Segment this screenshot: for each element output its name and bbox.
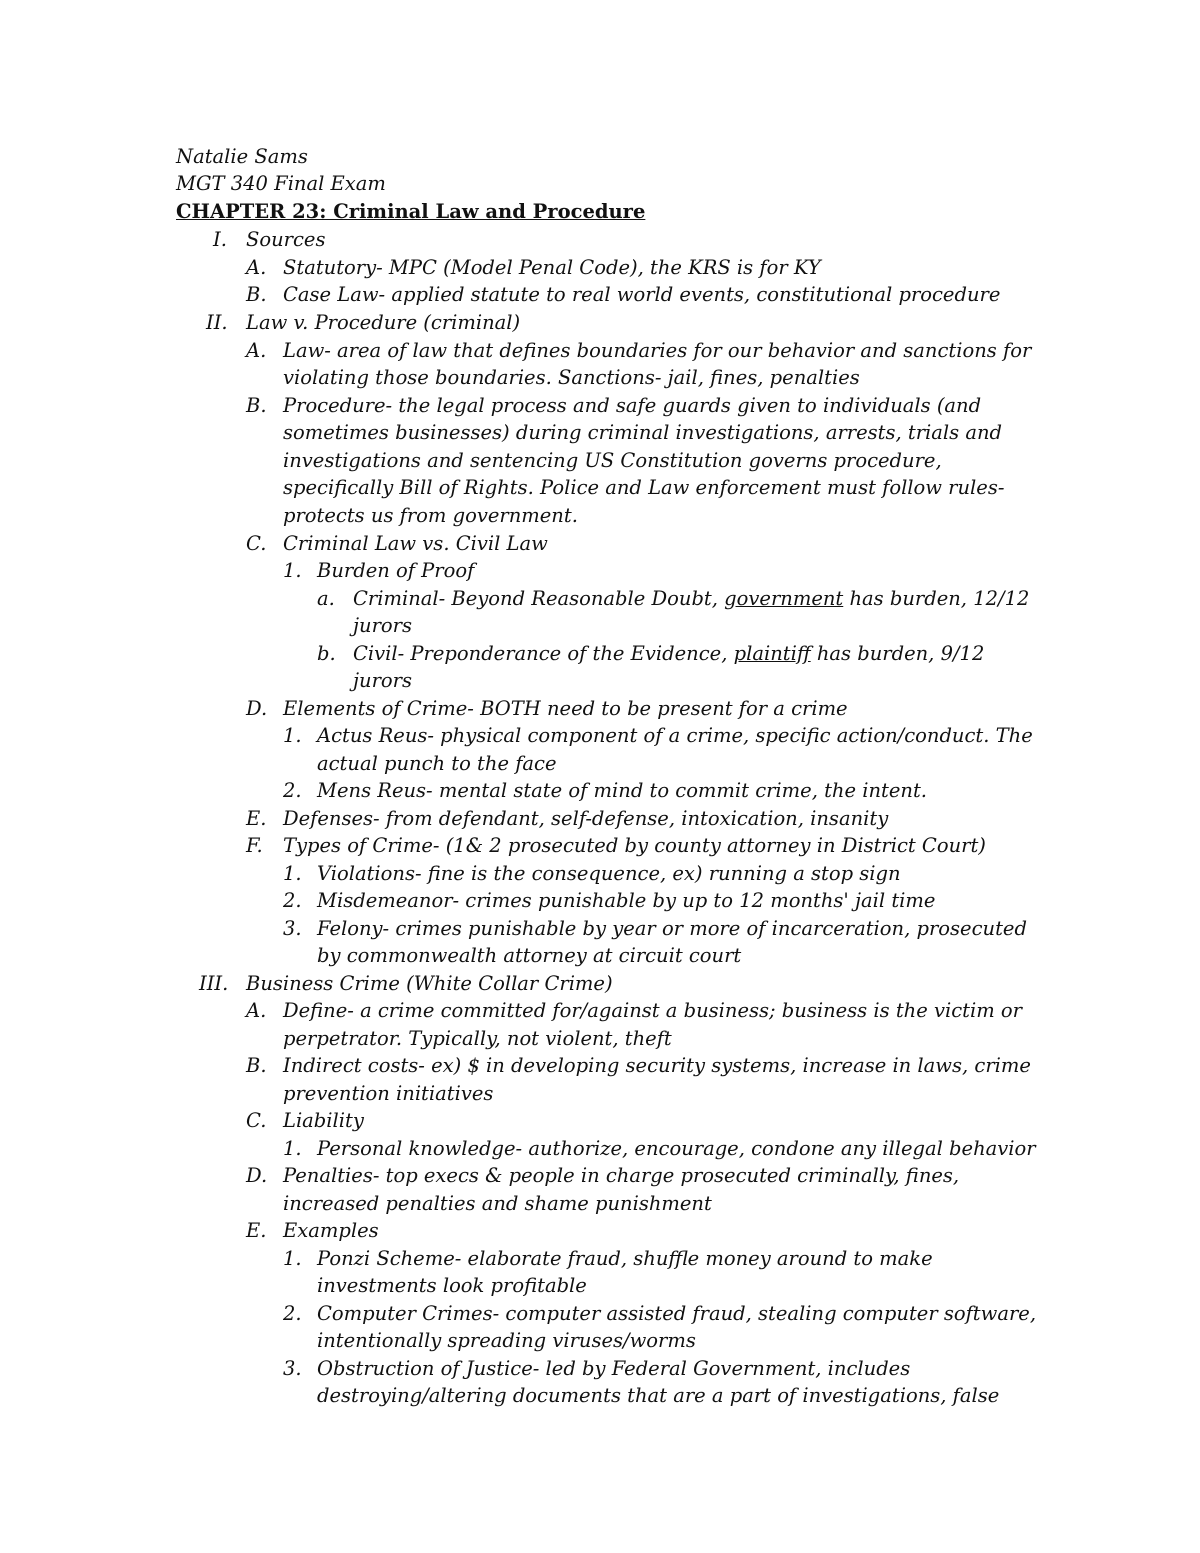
outline-text: Defenses- from defendant, self-defense, intoxication, insanity bbox=[283, 807, 889, 830]
outline-text: actual punch to the face bbox=[317, 752, 557, 775]
outline-label: 1. bbox=[283, 724, 302, 747]
outline-label: 3. bbox=[283, 917, 302, 940]
outline-label: A. bbox=[246, 256, 267, 279]
outline-text: Define- a crime committed for/against a business; business is the victim or bbox=[283, 999, 1022, 1022]
outline-text: Sources bbox=[246, 228, 326, 251]
outline-label: b. bbox=[317, 642, 336, 665]
outline-text: Obstruction of Justice- led by Federal Government, includes bbox=[317, 1357, 911, 1380]
outline-text: Penalties- top execs & people in charge prosecuted criminally, fines, bbox=[283, 1164, 960, 1187]
outline-label: II. bbox=[206, 311, 228, 334]
outline-text: protects us from government. bbox=[283, 504, 578, 527]
outline-text: Business Crime (White Collar Crime) bbox=[246, 972, 613, 995]
outline-text: Indirect costs- ex) $ in developing security systems, increase in laws, crime bbox=[283, 1054, 1031, 1077]
text-run: Criminal- Beyond Reasonable Doubt, bbox=[353, 587, 725, 610]
outline-label: III. bbox=[199, 972, 229, 995]
outline-label: F. bbox=[246, 834, 263, 857]
outline-text: jurors bbox=[353, 614, 412, 637]
outline-text: Felony- crimes punishable by year or more of incarceration, prosecuted bbox=[317, 917, 1027, 940]
outline-text: Case Law- applied statute to real world events, constitutional procedure bbox=[283, 283, 1001, 306]
outline-text: Statutory- MPC (Model Penal Code), the KRS is for KY bbox=[283, 256, 821, 279]
outline-label: a. bbox=[317, 587, 335, 610]
text-run: Civil- Preponderance of the Evidence, bbox=[353, 642, 734, 665]
underlined-term: plaintiff bbox=[733, 642, 811, 665]
outline-text: sometimes businesses) during criminal investigations, arrests, trials and bbox=[283, 421, 1003, 444]
outline-text: Mens Reus- mental state of mind to commit crime, the intent. bbox=[317, 779, 927, 802]
outline-text: Law v. Procedure (criminal) bbox=[246, 311, 521, 334]
outline-label: A. bbox=[246, 999, 267, 1022]
outline-text bbox=[353, 640, 984, 668]
outline-text: increased penalties and shame punishment bbox=[283, 1192, 712, 1215]
outline-text: perpetrator. Typically, not violent, theft bbox=[283, 1027, 672, 1050]
outline-text: Ponzi Scheme- elaborate fraud, shuffle money around to make bbox=[317, 1247, 933, 1270]
outline-label: B. bbox=[246, 283, 267, 306]
outline-text: intentionally spreading viruses/worms bbox=[317, 1329, 696, 1352]
outline-label: I. bbox=[213, 228, 227, 251]
outline-text: destroying/altering documents that are a part of investigations, false bbox=[317, 1384, 1000, 1407]
outline-text: Procedure- the legal process and safe guards given to individuals (and bbox=[283, 394, 982, 417]
outline-text: Types of Crime- (1& 2 prosecuted by county attorney in District Court) bbox=[283, 834, 986, 857]
outline-text: Criminal Law vs. Civil Law bbox=[283, 532, 548, 555]
outline-text: Actus Reus- physical component of a crime, specific action/conduct. The bbox=[317, 724, 1033, 747]
outline-text: jurors bbox=[353, 669, 412, 692]
outline-label: D. bbox=[246, 1164, 268, 1187]
outline-label: B. bbox=[246, 1054, 267, 1077]
outline-label: 2. bbox=[283, 1302, 302, 1325]
outline-label: 2. bbox=[283, 779, 302, 802]
outline-text: Personal knowledge- authorize, encourage, condone any illegal behavior bbox=[317, 1137, 1036, 1160]
outline-label: E. bbox=[246, 807, 267, 830]
chapter-heading: CHAPTER 23: Criminal Law and Procedure bbox=[176, 200, 646, 223]
outline-label: 1. bbox=[283, 1137, 302, 1160]
outline-label: 2. bbox=[283, 889, 302, 912]
outline-label: 1. bbox=[283, 1247, 302, 1270]
outline-text: Law- area of law that defines boundaries for our behavior and sanctions for bbox=[283, 339, 1032, 362]
outline-text: Computer Crimes- computer assisted fraud, stealing computer software, bbox=[317, 1302, 1037, 1325]
outline-label: 1. bbox=[283, 862, 302, 885]
outline-label: E. bbox=[246, 1219, 267, 1242]
outline-label: 1. bbox=[283, 559, 302, 582]
author-name: Natalie Sams bbox=[176, 145, 308, 168]
underlined-term: government bbox=[724, 587, 844, 610]
outline-text: Violations- fine is the consequence, ex) running a stop sign bbox=[317, 862, 901, 885]
outline-text: Misdemeanor- crimes punishable by up to 12 months' jail time bbox=[317, 889, 936, 912]
outline-text bbox=[353, 585, 1029, 613]
outline-text: Burden of Proof bbox=[317, 559, 475, 582]
outline-text: investments look profitable bbox=[317, 1274, 587, 1297]
outline-text: investigations and sentencing US Constitution governs procedure, bbox=[283, 449, 942, 472]
outline-label: 3. bbox=[283, 1357, 302, 1380]
outline-text: specifically Bill of Rights. Police and Law enforcement must follow rules- bbox=[283, 476, 1005, 499]
course-title: MGT 340 Final Exam bbox=[176, 172, 386, 195]
text-run: has burden, 9/12 bbox=[810, 642, 985, 665]
outline-text: Liability bbox=[283, 1109, 364, 1132]
outline-label: A. bbox=[246, 339, 267, 362]
outline-label: B. bbox=[246, 394, 267, 417]
text-run: has burden, 12/12 bbox=[843, 587, 1030, 610]
outline-label: C. bbox=[246, 1109, 267, 1132]
outline-text: Examples bbox=[283, 1219, 379, 1242]
outline-label: D. bbox=[246, 697, 268, 720]
outline-text: prevention initiatives bbox=[283, 1082, 494, 1105]
outline-text: violating those boundaries. Sanctions- jail, fines, penalties bbox=[283, 366, 860, 389]
outline-label: C. bbox=[246, 532, 267, 555]
outline-text: Elements of Crime- BOTH need to be present for a crime bbox=[283, 697, 848, 720]
outline-text: by commonwealth attorney at circuit court bbox=[317, 944, 742, 967]
